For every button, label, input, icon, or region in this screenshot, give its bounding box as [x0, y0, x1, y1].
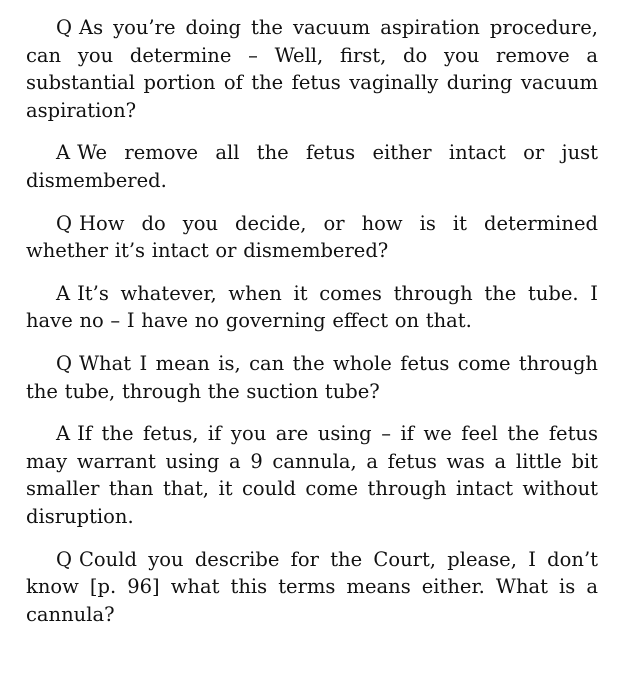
speaker-label: Q — [56, 547, 72, 571]
paragraph-text: If the fetus, if you are using – if we feel the fetus may warrant using a 9 cannula, a fetus was a little bit smaller than that, it could come through intact without disruption. — [26, 422, 598, 528]
paragraph-text: We remove all the fetus either intact or just dismembered. — [26, 141, 598, 192]
paragraph-text: It’s whatever, when it comes through the tube. I have no – I have no governing effect on that. — [26, 281, 598, 333]
transcript-paragraph-a3 — [26, 420, 598, 530]
speaker-label: Q — [56, 16, 72, 39]
transcript-paragraph-q1 — [26, 14, 598, 124]
speaker-label: Q — [56, 211, 72, 235]
speaker-label: A — [56, 422, 71, 446]
transcript-paragraph-q3 — [26, 350, 598, 405]
speaker-label: A — [56, 281, 71, 305]
transcript-paragraph-a2 — [26, 280, 598, 335]
transcript-paragraph-q4 — [26, 546, 598, 629]
paragraph-text: How do you decide, or how is it determined whether it’s intact or dismembered? — [26, 211, 598, 263]
paragraph-text: As you’re doing the vacuum aspiration procedure, can you determine – Well, first, do you remove a substantial portion of the fetus vaginally during vacuum aspiration? — [26, 16, 598, 122]
transcript-paragraph-a1 — [26, 139, 598, 194]
speaker-label: Q — [56, 351, 72, 375]
transcript-paragraph-q2 — [26, 210, 598, 265]
paragraph-text: Could you describe for the Court, please, I don’t know [p. 96] what this terms means either. What is a cannula? — [26, 547, 598, 626]
speaker-label: A — [56, 141, 71, 165]
transcript-page — [26, 14, 598, 643]
paragraph-text: What I mean is, can the whole fetus come through the tube, through the suction tube? — [26, 351, 598, 403]
